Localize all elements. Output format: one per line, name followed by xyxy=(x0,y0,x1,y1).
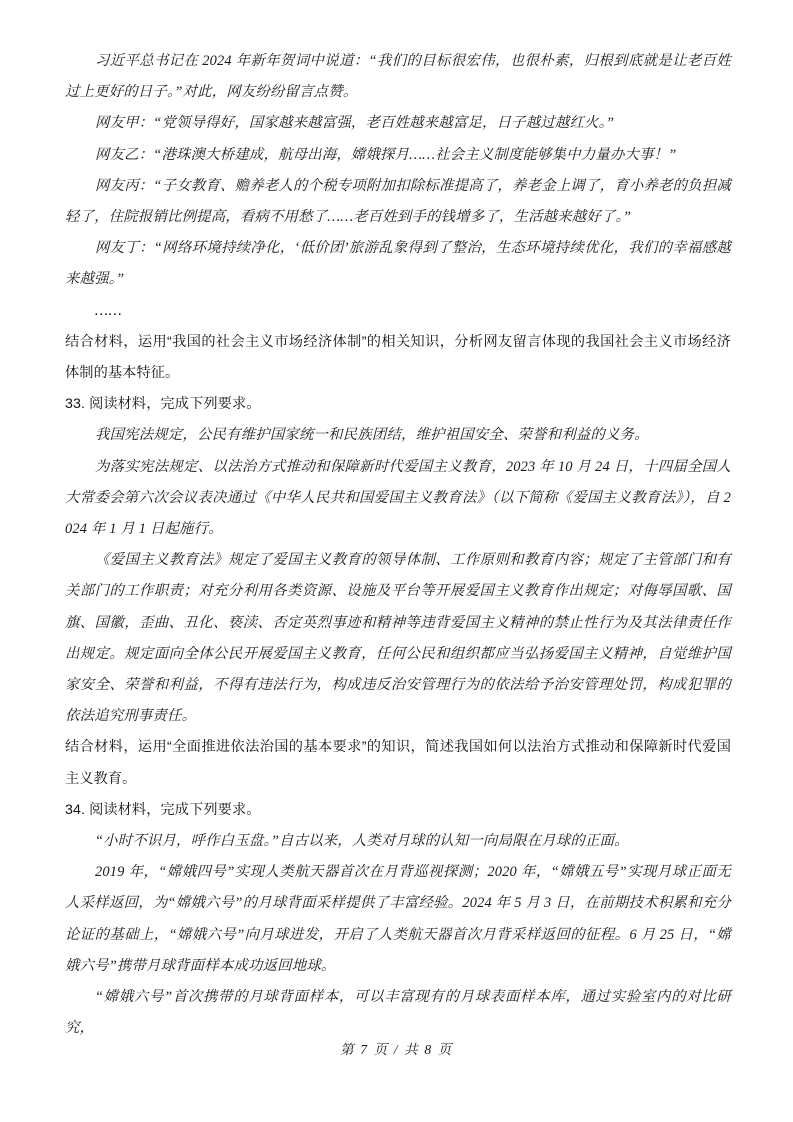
question-heading-33: 33. 阅读材料，完成下列要求。 xyxy=(65,396,261,413)
paragraph-material: 《爱国主义教育法》规定了爱国主义教育的领导体制、工作原则和教育内容；规定了主管部门和有关部门的工作职责；对充分利用各类资源、设施及平台等开展爱国主义教育作出规定；对侮辱国歌、国旗、国徽，歪曲、丑化、亵渎、否定英烈事迹和精神等违背爱国主义精神的禁止性行为及其法律责任作出规定。规定面向全体公民开展爱国主义教育，任何公民和组织都应当弘扬爱国主义精神，自觉维护国家安全、荣誉和利益，不得有违法行为，构成违反治安管理行为的依法给予治安管理处罚，构成犯罪的依法追究刑事责任。 xyxy=(65,552,731,725)
paragraph-material: 网友丙：“子女教育、赡养老人的个税专项附加扣除标准提高了，养老金上调了，育小养老的负担减轻了，住院报销比例提高，看病不用愁了……老百姓到手的钱增多了，生活越来越好了。” xyxy=(65,177,731,226)
paragraph-material: 网友丁：“网络环境持续净化，‘低价团’旅游乱象得到了整治，生态环境持续优化，我们的幸福感越来越强。” xyxy=(65,240,731,288)
question-stem-32: 结合材料，运用“我国的社会主义市场经济体制”的相关知识，分析网友留言体现的我国社会主义市场经济体制的基本特征。 xyxy=(65,333,731,382)
paragraph-material: 我国宪法规定，公民有维护国家统一和民族团结，维护祖国安全、荣誉和利益的义务。 xyxy=(95,427,649,444)
page-number-label: 第 7 页 / 共 8 页 xyxy=(340,1042,453,1057)
question-heading-34: 34. 阅读材料，完成下列要求。 xyxy=(65,801,261,818)
paragraph-material: 网友甲：“党领导得好，国家越来越富强，老百姓越来越富足，日子越过越红火。” xyxy=(95,115,615,132)
paragraph-material: 为落实宪法规定、以法治方式推动和保障新时代爱国主义教育，2023 年 10 月 24 日，十四届全国人大常委会第六次会议表决通过《中华人民共和国爱国主义教育法》（以下简称《爱国主义教育法》），自 2024 年 1 月 1 日起施行。 xyxy=(65,458,731,538)
page-content xyxy=(65,46,731,1045)
paragraph-ellipsis: …… xyxy=(95,302,123,319)
paragraph-material: 2019 年，“嫦娥四号”实现人类航天器首次在月背巡视探测；2020 年，“嫦娥五号”实现月球正面无人采样返回，为“嫦娥六号”的月球背面采样提供了丰富经验。2024 年 5 月 3 日，在前期技术积累和充分论证的基础上，“嫦娥六号”向月球进发，开启了人类航天器首次月背采样返回的征程。6 月 25 日，“嫦娥六号”携带月球背面样本成功返回地球。 xyxy=(65,864,731,974)
paragraph-material: 网友乙：“港珠澳大桥建成，航母出海，嫦娥探月……社会主义制度能够集中力量办大事！” xyxy=(95,146,677,163)
page-footer xyxy=(0,1038,793,1059)
question-stem-33: 结合材料，运用“全面推进依法治国的基本要求”的知识，简述我国如何以法治方式推动和保障新时代爱国主义教育。 xyxy=(65,739,731,787)
paragraph-material: “小时不识月，呼作白玉盘。”自古以来，人类对月球的认知一向局限在月球的正面。 xyxy=(95,833,629,850)
paragraph-material: “嫦娥六号”首次携带的月球背面样本，可以丰富现有的月球表面样本库，通过实验室内的对比研究， xyxy=(65,989,731,1037)
paragraph-material: 习近平总书记在 2024 年新年贺词中说道：“我们的目标很宏伟，也很朴素，归根到底就是让老百姓过上更好的日子。”对此，网友纷纷留言点赞。 xyxy=(65,53,731,101)
